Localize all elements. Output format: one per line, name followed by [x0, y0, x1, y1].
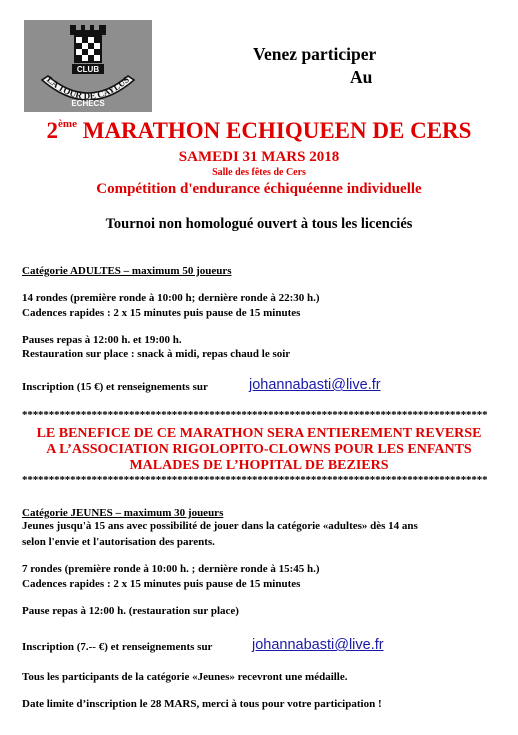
youth-cadence: Cadences rapides : 2 x 15 minutes puis pause de 15 minutes	[22, 578, 301, 590]
separator-top: ***************************************************************************************	[22, 409, 488, 421]
adults-email-link[interactable]	[249, 376, 381, 394]
adults-cadence: Cadences rapides : 2 x 15 minutes puis pause de 15 minutes	[22, 307, 301, 319]
logo-echecs-text: ECHECS	[71, 99, 105, 108]
event-title	[0, 118, 518, 144]
separator-bottom: ***************************************************************************************	[22, 474, 488, 486]
benefit-line-1: LE BENEFICE DE CE MARATHON SERA ENTIEREMENT REVERSE	[36, 426, 482, 441]
benefit-line-2: A L’ASSOCIATION RIGOLOPITO-CLOWNS POUR LES ENFANTS	[46, 442, 472, 457]
adults-rounds: 14 rondes (première ronde à 10:00 h; dernière ronde à 22:30 h.)	[22, 292, 320, 304]
youth-heading: Catégorie JEUNES – maximum 30 joueurs	[22, 507, 224, 519]
event-date: SAMEDI 31 MARS 2018	[178, 149, 340, 165]
youth-break: Pause repas à 12:00 h. (restauration sur place)	[22, 605, 239, 617]
youth-desc-2: selon l'envie et l'autorisation des parents.	[22, 536, 215, 548]
event-subtitle: Compétition d'endurance échiquéenne individuelle	[96, 181, 422, 197]
youth-registration: Inscription (7.-- €) et renseignements sur	[22, 641, 213, 653]
youth-email[interactable]: johannabasti@live.fr	[252, 637, 384, 653]
adults-heading: Catégorie ADULTES – maximum 50 joueurs	[22, 265, 232, 277]
adults-email[interactable]: johannabasti@live.fr	[249, 377, 381, 393]
youth-rounds: 7 rondes (première ronde à 10:00 h. ; dernière ronde à 15:45 h.)	[22, 563, 320, 575]
adults-registration: Inscription (15 €) et renseignements sur	[22, 381, 208, 393]
chess-rook-icon	[24, 20, 152, 112]
event-venue: Salle des fêtes de Cers	[212, 167, 306, 178]
title-number: 2	[46, 118, 59, 143]
youth-desc-1: Jeunes jusqu'à 15 ans avec possibilité de jouer dans la catégorie «adultes» dès 14 ans	[22, 520, 418, 532]
benefit-line-3: MALADES DE L’HOPITAL DE BEZIERS	[129, 458, 389, 473]
svg-text:LA TOUR DE CAYLUS	[45, 74, 131, 101]
logo-club-text: CLUB	[76, 65, 100, 74]
title-superscript: ème	[58, 118, 77, 130]
club-logo	[24, 20, 152, 112]
title-main: MARATHON ECHIQUEEN DE CERS	[76, 118, 472, 143]
adults-breaks: Pauses repas à 12:00 h. et 19:00 h.	[22, 334, 182, 346]
logo-arc-text: LA TOUR DE CAYLUS	[45, 74, 132, 102]
tournament-note: Tournoi non homologué ouvert à tous les licenciés	[105, 216, 413, 232]
youth-medal: Tous les participants de la catégorie «Jeunes» recevront une médaille.	[22, 671, 348, 683]
youth-deadline: Date limite d’inscription le 28 MARS, merci à tous pour votre participation !	[22, 698, 382, 710]
adults-food: Restauration sur place : snack à midi, repas chaud le soir	[22, 348, 291, 360]
header-line-1: Venez participer	[253, 44, 377, 64]
header-line-2: Au	[350, 67, 373, 87]
youth-email-link[interactable]	[252, 636, 384, 654]
